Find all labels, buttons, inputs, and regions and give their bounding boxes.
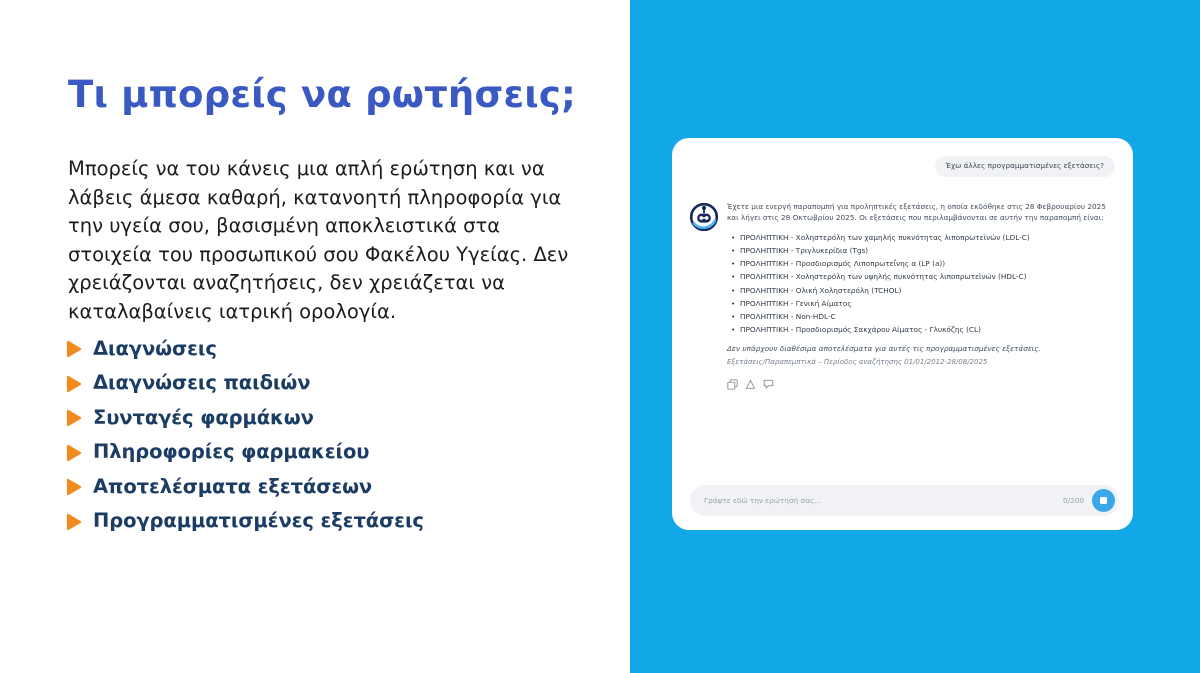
arrow-right-icon: [66, 444, 82, 462]
page-title: Τι μπορείς να ρωτήσεις;: [68, 73, 577, 116]
no-results-note: Δεν υπάρχουν διαθέσιμα αποτελέσματα για αυτές τις προγραμματισμένες εξετάσεις.: [727, 344, 1041, 354]
character-counter: 0/200: [1062, 496, 1084, 505]
chat-input-bar: [690, 485, 1119, 516]
list-item: [66, 400, 586, 435]
list-item: [66, 504, 586, 539]
exam-list-item: • ΠΡΟΛΗΠΤΙΚΗ - Non-HDL-C: [740, 310, 1115, 323]
user-message-row: [690, 156, 1115, 177]
list-item: [66, 469, 586, 504]
intro-paragraph: Μπορείς να του κάνεις μια απλή ερώτηση και να λάβεις άμεσα καθαρή, κατανοητή πληροφορία για την υγεία σου, βασισμένη αποκλειστικά στα στοιχεία του προσωπικού σου Φακέλου Υγείας. Δεν χρειάζονται αναζητήσεις, δεν χρειάζεται να καταλαβαίνεις ιατρική ορολογία.: [68, 157, 569, 323]
robot-icon: [690, 203, 718, 231]
list-item: [66, 331, 586, 366]
list-item-label: Αποτελέσματα εξετάσεων: [93, 474, 373, 498]
list-item-label: Συνταγές φαρμάκων: [93, 405, 314, 429]
thumbs-down-icon[interactable]: [763, 379, 774, 390]
arrow-right-icon: [66, 513, 82, 531]
exam-list: [727, 231, 1115, 337]
arrow-right-icon: [66, 340, 82, 358]
arrow-right-icon: [66, 409, 82, 427]
search-period-meta: Εξετάσεις/Παραπεμπτικά – Περίοδος αναζήτησης 01/01/2012-28/08/2025: [727, 358, 988, 367]
stop-button[interactable]: [1092, 489, 1115, 512]
copy-icon[interactable]: [727, 379, 738, 390]
thumbs-up-icon[interactable]: [745, 379, 756, 390]
capability-list: [66, 331, 586, 538]
exam-list-item: • ΠΡΟΛΗΠΤΙΚΗ - Προσδιορισμός Σακχάρου Αίματος - Γλυκόζης (CL): [740, 323, 1115, 336]
exam-list-item: • ΠΡΟΛΗΠΤΙΚΗ - Χοληστερόλη των χαμηλής πυκνότητας λιποπρωτεϊνών (LDL-C): [740, 231, 1115, 244]
assistant-message-row: [690, 201, 1115, 390]
user-message-bubble: Έχω άλλες προγραμματισμένες εξετάσεις?: [935, 156, 1115, 177]
assistant-intro-text: Έχετε μια ενεργή παραπομπή για προληπτικές εξετάσεις, η οποία εκδόθηκε στις 28 Φεβρουαρίου 2025 και λήγει στις 28 Οκτωβρίου 2025. Οι εξετάσεις που περιλαμβάνονται σε αυτήν την παραπομπή είναι:: [727, 202, 1106, 223]
list-item-label: Πληροφορίες φαρμακείου: [93, 440, 370, 464]
assistant-message-content: [727, 201, 1115, 390]
chat-widget-card: [672, 138, 1133, 530]
arrow-right-icon: [66, 375, 82, 393]
exam-list-item: • ΠΡΟΛΗΠΤΙΚΗ - Τριγλυκερίδια (Tgs): [740, 244, 1115, 257]
list-item: [66, 366, 586, 401]
chat-message-area: [672, 138, 1133, 472]
exam-list-item: • ΠΡΟΛΗΠΤΙΚΗ - Ολική Χοληστερόλη (TCHOL): [740, 284, 1115, 297]
right-blue-panel: [630, 0, 1200, 673]
list-item-label: Προγραμματισμένες εξετάσεις: [93, 509, 424, 533]
arrow-right-icon: [66, 478, 82, 496]
chat-input[interactable]: [704, 485, 1063, 516]
message-actions: [727, 379, 1115, 390]
list-item-label: Διαγνώσεις: [93, 336, 217, 360]
exam-list-item: • ΠΡΟΛΗΠΤΙΚΗ - Χοληστερόλη των υψηλής πυκνότητας λιποπρωτεϊνών (HDL-C): [740, 270, 1115, 283]
exam-list-item: • ΠΡΟΛΗΠΤΙΚΗ - Γενική Αίματος: [740, 297, 1115, 310]
exam-list-item: • ΠΡΟΛΗΠΤΙΚΗ - Προσδιορισμός Λιποπρωτεΐνης α (LP (a)): [740, 257, 1115, 270]
list-item: [66, 435, 586, 470]
list-item-label: Διαγνώσεις παιδιών: [93, 371, 311, 395]
stop-icon: [1100, 497, 1108, 505]
